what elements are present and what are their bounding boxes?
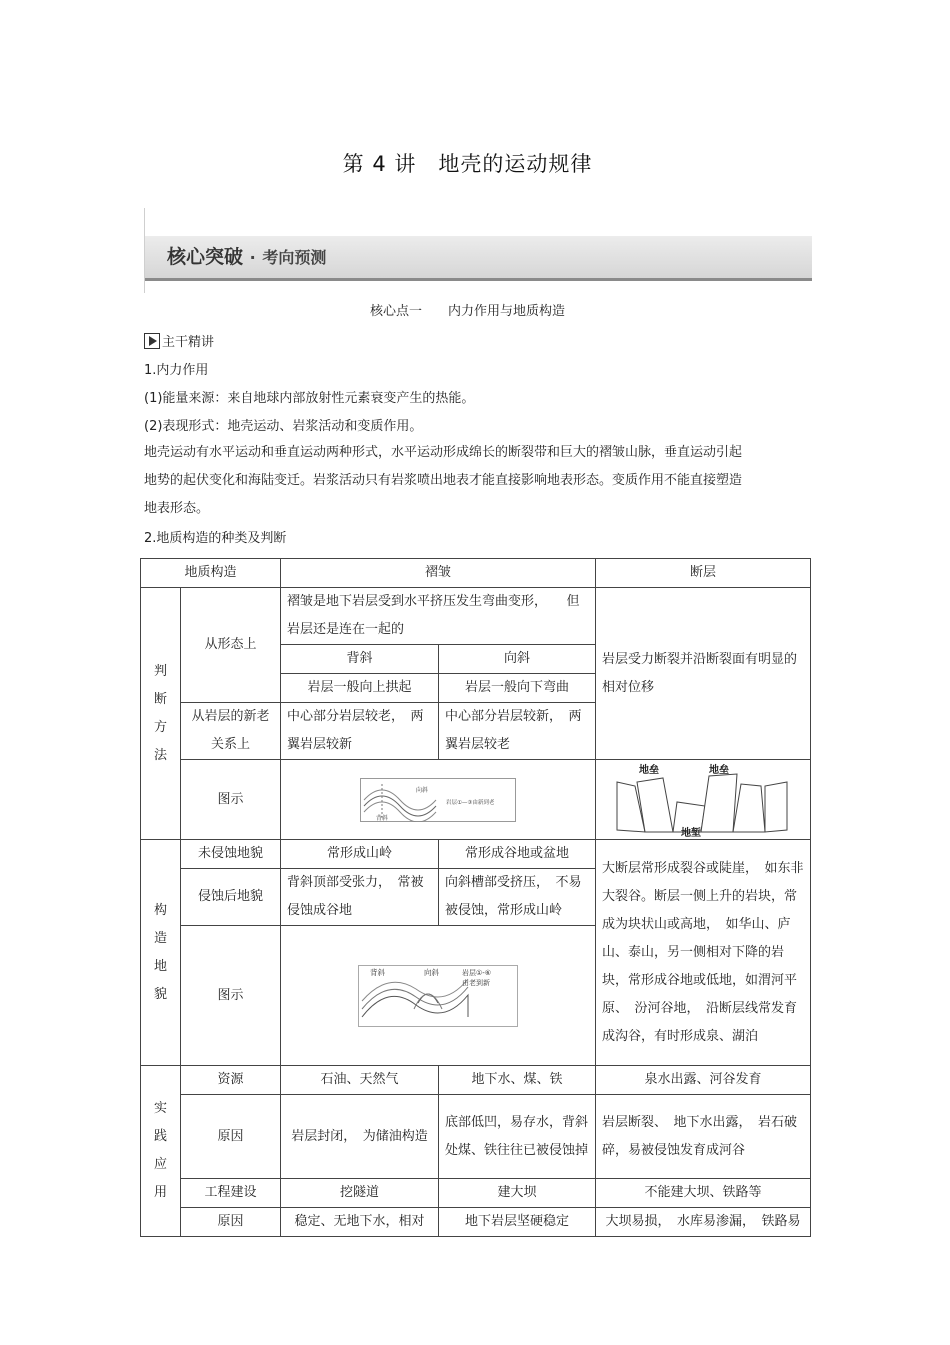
section-banner	[144, 208, 812, 293]
fold-diagram	[360, 778, 516, 822]
group-landform: 构造地貌	[141, 840, 181, 1066]
syncline-label: 向斜	[439, 645, 596, 674]
anticline-form: 岩层一般向上拱起	[281, 674, 439, 703]
fault-diagram	[615, 762, 791, 838]
landform-note-2: 由老到新	[462, 978, 491, 987]
group-judge: 判断方法	[141, 588, 181, 840]
anticline-uneroded: 常形成山岭	[281, 840, 439, 869]
fold-syncline-text: 向斜	[416, 786, 429, 794]
banner-sub: 考向预测	[262, 248, 327, 267]
fold-note-text: 岩层①—③由新到老	[446, 799, 495, 806]
syncline-engineering: 建大坝	[439, 1179, 596, 1208]
fault-reason: 岩层断裂、 地下水出露， 岩石破碎，易被侵蚀发育成河谷	[596, 1095, 811, 1179]
fault-reason-2: 大坝易损， 水库易渗漏， 铁路易	[596, 1208, 811, 1237]
sub-item-2: (2)表现形式：地壳运动、岩浆活动和变质作用。	[144, 419, 423, 434]
geology-table	[140, 558, 811, 1237]
row-uneroded: 未侵蚀地貌	[181, 840, 281, 869]
row-eroded: 侵蚀后地貌	[181, 869, 281, 926]
syncline-reason-2: 地下岩层坚硬稳定	[439, 1208, 596, 1237]
fold-description: 褶皱是地下岩层受到水平挤压发生弯曲变形， 但岩层还是连在一起的	[281, 588, 596, 645]
syncline-resource: 地下水、煤、铁	[439, 1066, 596, 1095]
anticline-age: 中心部分岩层较老， 两翼岩层较新	[281, 703, 439, 760]
landform-anticline-text: 背斜	[370, 967, 386, 977]
marker-label: 主干精讲	[162, 335, 215, 350]
fault-landform: 大断层常形成裂谷或陡崖， 如东非大裂谷。断层一侧上升的岩块，常成为块状山或高地， 如华山、庐山、泰山，另一侧相对下降的岩块，常形成谷地或低地，如渭河平原、 汾河谷地， 沿断层线常发育成沟谷，有时形成泉、湖泊	[596, 840, 811, 1066]
row-reason-2: 原因	[181, 1208, 281, 1237]
anticline-eroded: 背斜顶部受张力， 常被侵蚀成谷地	[281, 869, 439, 926]
row-engineering: 工程建设	[181, 1179, 281, 1208]
marker-heading	[144, 331, 214, 350]
landform-note-1: 岩层①-⑥	[462, 968, 492, 977]
header-fault: 断层	[596, 559, 811, 588]
anticline-label: 背斜	[281, 645, 439, 674]
fault-resource: 泉水出露、河谷发育	[596, 1066, 811, 1095]
header-type: 地质构造	[141, 559, 281, 588]
row-figure-2: 图示	[181, 926, 281, 1066]
anticline-reason-2: 稳定、无地下水，相对	[281, 1208, 439, 1237]
banner-dot: ·	[249, 248, 256, 267]
row-reason: 原因	[181, 1095, 281, 1179]
row-resource: 资源	[181, 1066, 281, 1095]
horst-label-2: 地垒	[709, 764, 730, 776]
anticline-engineering: 挖隧道	[281, 1179, 439, 1208]
fold-anticline-text: 背斜	[376, 814, 389, 822]
row-age: 从岩层的新老关系上	[181, 703, 281, 760]
banner-main: 核心突破	[167, 246, 244, 268]
syncline-age: 中心部分岩层较新， 两翼岩层较老	[439, 703, 596, 760]
syncline-uneroded: 常形成谷地或盆地	[439, 840, 596, 869]
landform-diagram	[358, 965, 518, 1027]
banner-label	[167, 242, 326, 269]
play-marker-icon	[144, 333, 160, 349]
landform-figure-cell	[281, 926, 596, 1066]
syncline-reason: 底部低凹，易存水，背斜处煤、铁往往已被侵蚀掉	[439, 1095, 596, 1179]
fault-form: 岩层受力断裂并沿断裂面有明显的相对位移	[596, 588, 811, 760]
fold-figure-cell	[281, 760, 596, 840]
section-title: 核心点一 内力作用与地质构造	[369, 304, 565, 319]
heading-2: 2.地质构造的种类及判断	[144, 531, 287, 546]
sub-item-1: (1)能量来源：来自地球内部放射性元素衰变产生的热能。	[144, 391, 475, 406]
group-practice: 实践应用	[141, 1066, 181, 1237]
fault-engineering: 不能建大坝、铁路等	[596, 1179, 811, 1208]
fault-figure-cell	[596, 760, 811, 840]
anticline-reason: 岩层封闭， 为储油构造	[281, 1095, 439, 1179]
anticline-resource: 石油、天然气	[281, 1066, 439, 1095]
row-figure: 图示	[181, 760, 281, 840]
body-paragraph: 地壳运动有水平运动和垂直运动两种形式，水平运动形成绵长的断裂带和巨大的褶皱山脉，垂直运动引起地势的起伏变化和海陆变迁。岩浆活动只有岩浆喷出地表才能直接影响地表形态。变质作用不能直接塑造地表形态。	[144, 445, 743, 516]
syncline-form: 岩层一般向下弯曲	[439, 674, 596, 703]
heading-1: 1.内力作用	[144, 363, 209, 378]
landform-syncline-text: 向斜	[424, 967, 440, 977]
page-title: 第 4 讲 地壳的运动规律	[342, 152, 593, 176]
graben-label: 地堑	[681, 827, 702, 838]
syncline-eroded: 向斜槽部受挤压， 不易被侵蚀，常形成山岭	[439, 869, 596, 926]
horst-label-1: 地垒	[639, 764, 660, 776]
header-fold: 褶皱	[281, 559, 596, 588]
row-form: 从形态上	[181, 588, 281, 703]
